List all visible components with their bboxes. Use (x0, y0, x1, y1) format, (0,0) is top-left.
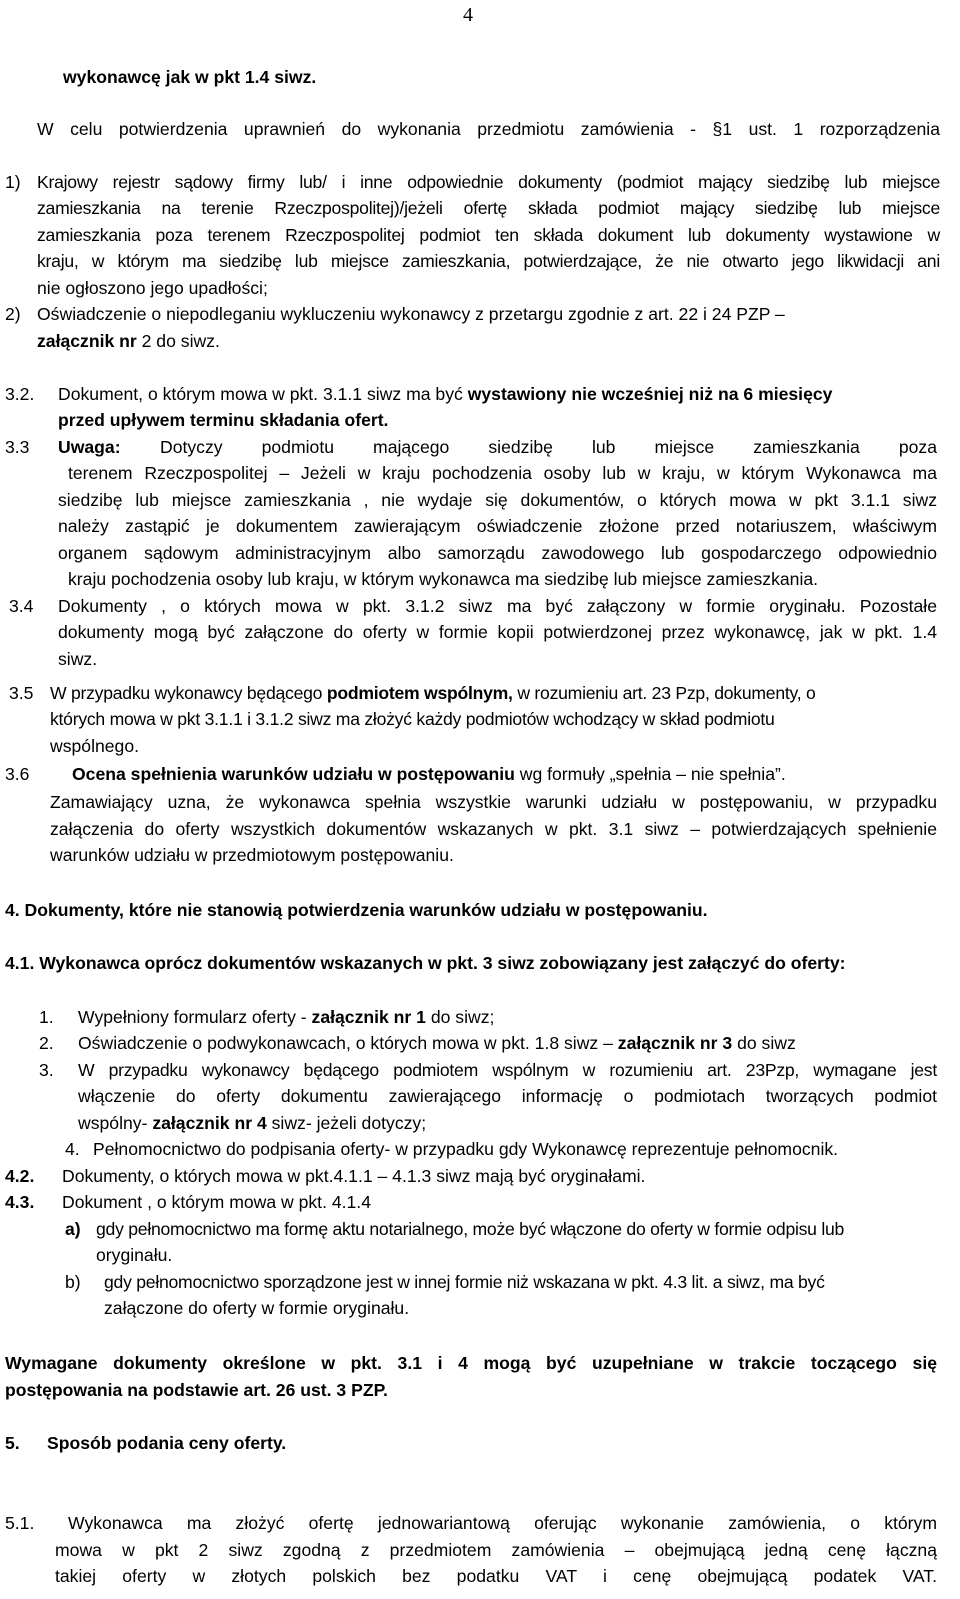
list-item-4-number: 4. (65, 1139, 80, 1159)
list-item-bold: załącznik nr 3 (617, 1033, 733, 1053)
section-3-3-line: terenem Rzeczpospolitej – Jeżeli w kraju pochodzenia osoby lub w kraju, w którym Wykonawca ma (68, 463, 937, 483)
section-3-5-text: W przypadku wykonawcy będącego (50, 683, 327, 703)
heading-5: Sposób podania ceny oferty. (47, 1433, 287, 1453)
section-5-1-line: mowa w pkt 2 siwz zgodną z przedmiotem zamówienia – obejmującą jedną cenę łączną (55, 1540, 937, 1560)
section-3-3-line: kraju pochodzenia osoby lub kraju, w którym wykonawca ma siedzibę lub miejsce zamieszkania. (68, 569, 819, 589)
section-3-5-number: 3.5 (9, 683, 34, 703)
section-5-1-number: 5.1. (5, 1513, 35, 1533)
section-3-2-line (58, 381, 832, 408)
item-2-number: 2) (5, 304, 21, 324)
page-number: 4 (463, 4, 473, 26)
section-3-3-label: Uwaga: (58, 437, 121, 457)
section-3-6-line: załączenia do oferty wszystkich dokumentów wskazanych w pkt. 3.1 siwz – potwierdzających spełnienie (50, 819, 937, 839)
sub-item-a-label: a) (65, 1219, 81, 1239)
list-item-text: siwz- jeżeli dotyczy; (266, 1113, 427, 1133)
list-item-bold: załącznik nr 4 (152, 1113, 267, 1133)
sub-item-a-line: gdy pełnomocnictwo ma formę aktu notarialnego, może być włączone do oferty w formie odpisu lub (96, 1219, 845, 1239)
section-4-2-text: Dokumenty, o których mowa w pkt.4.1.1 – 4.1.3 siwz mają być oryginałami. (62, 1166, 646, 1186)
sub-item-b-line: załączone do oferty w formie oryginału. (104, 1298, 410, 1318)
section-3-3-line: należy zastąpić je dokumentem zawierającym oświadczenie złożone przed notariuszem, właściwym (58, 516, 937, 536)
heading-4: 4. Dokumenty, które nie stanowią potwierdzenia warunków udziału w postępowaniu. (5, 900, 708, 920)
section-3-4-line: Dokumenty , o których mowa w pkt. 3.1.2 siwz ma być załączony w formie oryginału. Pozostałe (58, 596, 937, 616)
list-item-text: Oświadczenie o podwykonawcach, o których mowa w pkt. 1.8 siwz – (78, 1033, 618, 1053)
list-item-4: Pełnomocnictwo do podpisania oferty- w przypadku gdy Wykonawcę reprezentuje pełnomocnik. (93, 1139, 839, 1159)
section-3-4-line: siwz. (58, 649, 98, 669)
item-2-line: Oświadczenie o niepodleganiu wykluczeniu wykonawcy z przetargu zgodnie z art. 22 i 24 PZP – (37, 304, 785, 324)
list-item-3-line: włączenie do oferty dokumentu zawierającego informację o podmiotach tworzących podmiot (78, 1086, 937, 1106)
section-3-3-line: organem sądowym administracyjnym albo samorządu zawodowego lub gospodarczego odpowiednio (58, 543, 937, 563)
section-3-6-text: wg formuły „spełnia – nie spełnia”. (514, 764, 786, 784)
attachment-rest: 2 do siwz. (136, 331, 220, 351)
item-2-attachment (37, 328, 220, 355)
list-item-text: wspólny- (78, 1113, 153, 1133)
section-3-3-line: Dotyczy podmiotu mającego siedzibę lub miejsce zamieszkania poza (160, 437, 937, 457)
attachment-label: załącznik nr (37, 331, 137, 351)
section-4-3-text: Dokument , o którym mowa w pkt. 4.1.4 (62, 1192, 371, 1212)
required-docs-note-line: postępowania na podstawie art. 26 ust. 3 PZP. (5, 1380, 388, 1400)
section-3-5-line: których mowa w pkt 3.1.1 i 3.1.2 siwz ma złożyć każdy podmiotów wchodzący w skład podmiotu (50, 709, 775, 729)
section-3-6-line (72, 761, 786, 788)
sub-item-b-line: gdy pełnomocnictwo sporządzone jest w innej formie niż wskazana w pkt. 4.3 lit. a siwz, ma być (104, 1272, 825, 1292)
list-item-3-line (78, 1110, 426, 1137)
list-item-2 (78, 1030, 796, 1057)
list-item-2-number: 2. (39, 1033, 54, 1053)
section-5-1-line: Wykonawca ma złożyć ofertę jednowariantową oferując wykonanie zamówienia, o którym (68, 1513, 937, 1533)
section-3-6-line: warunków udziału w przedmiotowym postępowaniu. (50, 845, 454, 865)
intro-line-2: W celu potwierdzenia uprawnień do wykonania przedmiotu zamówienia - §1 ust. 1 rozporządzenia (37, 119, 940, 139)
list-item-text: Wypełniony formularz oferty - (78, 1007, 312, 1027)
section-3-4-number: 3.4 (9, 596, 34, 616)
list-item-bold: załącznik nr 1 (311, 1007, 426, 1027)
section-3-4-line: dokumenty mogą być załączone do oferty w formie kopii potwierdzonej przez wykonawcę, jak w pkt. 1.4 (58, 622, 937, 642)
section-3-6-number: 3.6 (5, 764, 30, 784)
list-item-1 (78, 1004, 494, 1031)
sub-item-b-label: b) (65, 1272, 81, 1292)
item-1-line: kraju, w którym ma siedzibę lub miejsce zamieszkania, potwierdzające, że nie otwarto jego likwidacji ani (37, 251, 940, 271)
list-item-text: do siwz; (425, 1007, 495, 1027)
list-item-3-line: W przypadku wykonawcy będącego podmiotem wspólnym w rozumieniu art. 23Pzp, wymagane jest (78, 1060, 937, 1080)
section-4-2-number: 4.2. (5, 1166, 35, 1186)
item-1-line: nie ogłoszono jego upadłości; (37, 278, 268, 298)
section-4-3-number: 4.3. (5, 1192, 35, 1212)
section-3-6-bold: Ocena spełnienia warunków udziału w postępowaniu (72, 764, 515, 784)
list-item-3-number: 3. (39, 1060, 54, 1080)
section-3-3-number: 3.3 (5, 437, 30, 457)
item-1-line: zamieszkania na terenie Rzeczpospolitej)/jeżeli ofertę składa podmiot mający siedzibę lub miejsce (37, 198, 940, 218)
intro-line-1: wykonawcę jak w pkt 1.4 siwz. (63, 67, 317, 87)
sub-item-a-line: oryginału. (96, 1245, 173, 1265)
item-1-number: 1) (5, 172, 21, 192)
item-1-line: zamieszkania poza terenem Rzeczpospolitej podmiot ten składa dokument lub dokumenty wystawione w (37, 225, 940, 245)
item-1-line: Krajowy rejestr sądowy firmy lub/ i inne odpowiednie dokumenty (podmiot mający siedzibę lub miejsce (37, 172, 940, 192)
heading-5-number: 5. (5, 1433, 20, 1453)
section-3-2-line: przed upływem terminu składania ofert. (58, 410, 389, 430)
section-3-2-bold: wystawiony nie wcześniej niż na 6 miesięcy (467, 384, 833, 404)
section-3-6-line: Zamawiający uzna, że wykonawca spełnia wszystkie warunki udziału w postępowaniu, w przypadku (50, 792, 937, 812)
section-3-5-line: wspólnego. (50, 736, 140, 756)
section-3-3-line: siedzibę lub miejsce zamieszkania , nie wydaje się dokumentów, o których mowa w pkt 3.1.1 siwz (58, 490, 937, 510)
section-3-5-text: w rozumieniu art. 23 Pzp, dokumenty, o (512, 683, 816, 703)
list-item-1-number: 1. (39, 1007, 54, 1027)
list-item-text: do siwz (732, 1033, 796, 1053)
section-3-5-bold: podmiotem wspólnym, (326, 683, 513, 703)
heading-4-1: 4.1. Wykonawca oprócz dokumentów wskazanych w pkt. 3 siwz zobowiązany jest załączyć do oferty: (5, 953, 846, 973)
section-3-5-line (50, 680, 816, 707)
section-3-2-number: 3.2. (5, 384, 35, 404)
required-docs-note-line: Wymagane dokumenty określone w pkt. 3.1 i 4 mogą być uzupełniane w trakcie toczącego się (5, 1353, 937, 1373)
section-3-2-text: Dokument, o którym mowa w pkt. 3.1.1 siwz ma być (58, 384, 468, 404)
section-5-1-line: takiej oferty w złotych polskich bez podatku VAT i cenę obejmującą podatek VAT. (55, 1566, 937, 1586)
